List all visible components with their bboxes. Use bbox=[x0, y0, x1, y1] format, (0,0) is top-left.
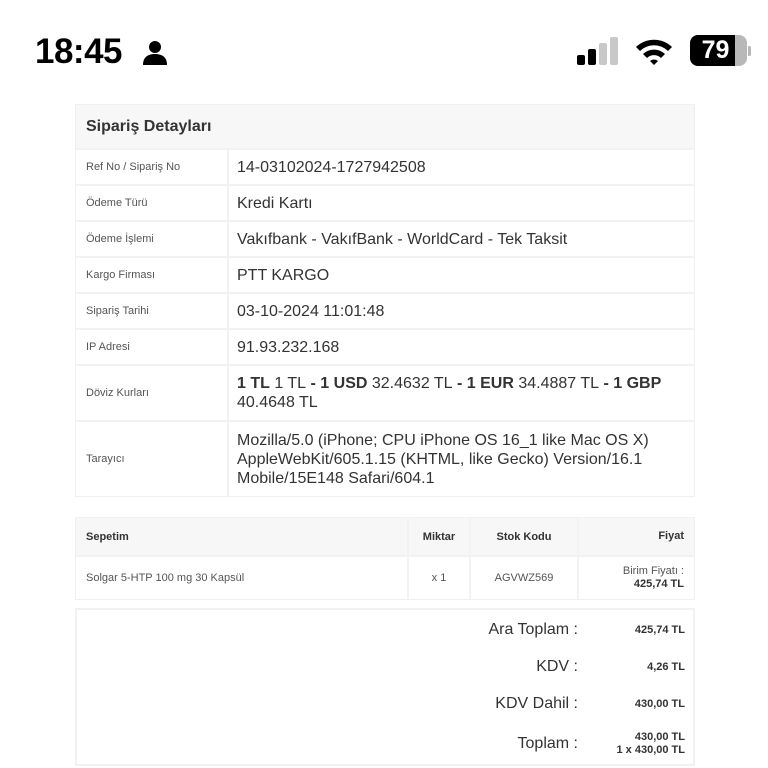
status-time: 18:45 bbox=[35, 32, 123, 71]
vat-label: KDV : bbox=[536, 658, 578, 675]
subtotal-row bbox=[77, 620, 693, 640]
header-quantity: Miktar bbox=[409, 518, 471, 555]
detail-value: 03-10-2024 11:01:48 bbox=[237, 302, 385, 320]
detail-row-cargo bbox=[76, 256, 694, 292]
header-sku: Stok Kodu bbox=[471, 518, 579, 555]
rate-unit: 1 USD bbox=[320, 375, 368, 392]
detail-row-exchange-rates bbox=[76, 364, 694, 420]
detail-row-browser bbox=[76, 420, 694, 496]
installment-value: 1 x 430,00 TL bbox=[616, 744, 685, 756]
cart-header-row bbox=[76, 518, 694, 555]
order-details-title: Sipariş Detayları bbox=[76, 105, 694, 148]
vat-row bbox=[77, 657, 693, 677]
unit-price-label: Birim Fiyatı : bbox=[622, 565, 684, 577]
subtotal-value: 425,74 TL bbox=[634, 623, 685, 636]
detail-label: Kargo Firması bbox=[76, 258, 229, 292]
product-quantity: x 1 bbox=[409, 557, 471, 599]
detail-label: Tarayıcı bbox=[76, 422, 229, 496]
detail-label: Sipariş Tarihi bbox=[76, 294, 229, 328]
total-value-block bbox=[617, 731, 686, 757]
detail-row-ref-no bbox=[76, 148, 694, 184]
vat-included-row bbox=[77, 694, 693, 714]
cart-table bbox=[75, 517, 695, 600]
detail-value: Vakıfbank - VakıfBank - WorldCard - Tek Taksit bbox=[237, 230, 568, 248]
rate-value: 34.4887 TL bbox=[518, 375, 600, 392]
table-row bbox=[76, 555, 694, 599]
total-value: 430,00 TL bbox=[634, 731, 685, 743]
rate-value: 32.4632 TL bbox=[371, 375, 453, 392]
detail-label: Ödeme Türü bbox=[76, 186, 229, 220]
rate-unit: 1 TL bbox=[237, 375, 270, 392]
header-price: Fiyat bbox=[658, 530, 684, 542]
product-sku: AGVWZ569 bbox=[471, 557, 579, 599]
wifi-icon bbox=[634, 36, 674, 66]
status-bar bbox=[0, 0, 768, 90]
detail-label: Ödeme İşlemi bbox=[76, 222, 229, 256]
detail-row-order-date bbox=[76, 292, 694, 328]
rate-value: 1 TL bbox=[274, 375, 307, 392]
detail-value: 14-03102024-1727942508 bbox=[237, 158, 426, 176]
order-details-table bbox=[75, 104, 695, 497]
detail-label: Döviz Kurları bbox=[76, 366, 229, 420]
product-price-cell bbox=[579, 557, 694, 599]
rate-value: 40.4648 TL bbox=[237, 394, 318, 411]
detail-value: Mozilla/5.0 (iPhone; CPU iPhone OS 16_1 like Mac OS X) AppleWebKit/605.1.15 (KHTML, like Gecko) Version/16.1 Mobile/15E148 Safari/604.1 bbox=[237, 431, 649, 487]
total-row bbox=[77, 730, 693, 758]
totals-box bbox=[75, 608, 695, 766]
exchange-rates-value: 1 TL 1 TL - 1 USD 32.4632 TL - 1 EUR 34.4887 TL - 1 GBP 40.4648 TL bbox=[237, 375, 662, 411]
battery-level: 79 bbox=[701, 36, 730, 64]
header-cart: Sepetim bbox=[76, 518, 409, 555]
vat-included-value: 430,00 TL bbox=[634, 697, 685, 710]
detail-value: Kredi Kartı bbox=[237, 194, 313, 212]
detail-label: Ref No / Sipariş No bbox=[76, 150, 229, 184]
unit-price: 425,74 TL bbox=[633, 578, 684, 590]
rate-unit: 1 GBP bbox=[613, 375, 662, 392]
cellular-signal-icon bbox=[577, 37, 621, 65]
detail-row-ip-address bbox=[76, 328, 694, 364]
total-label: Toplam : bbox=[517, 735, 578, 752]
detail-row-payment-type bbox=[76, 184, 694, 220]
subtotal-label: Ara Toplam : bbox=[488, 621, 578, 638]
vat-included-label: KDV Dahil : bbox=[495, 695, 578, 712]
detail-label: IP Adresi bbox=[76, 330, 229, 364]
vat-value: 4,26 TL bbox=[647, 660, 685, 673]
detail-value: 91.93.232.168 bbox=[237, 338, 340, 356]
detail-row-payment-process bbox=[76, 220, 694, 256]
battery-icon bbox=[690, 35, 750, 66]
detail-value: PTT KARGO bbox=[237, 266, 330, 284]
product-name: Solgar 5-HTP 100 mg 30 Kapsül bbox=[76, 557, 409, 599]
rate-unit: 1 EUR bbox=[466, 375, 514, 392]
person-icon bbox=[142, 40, 168, 66]
